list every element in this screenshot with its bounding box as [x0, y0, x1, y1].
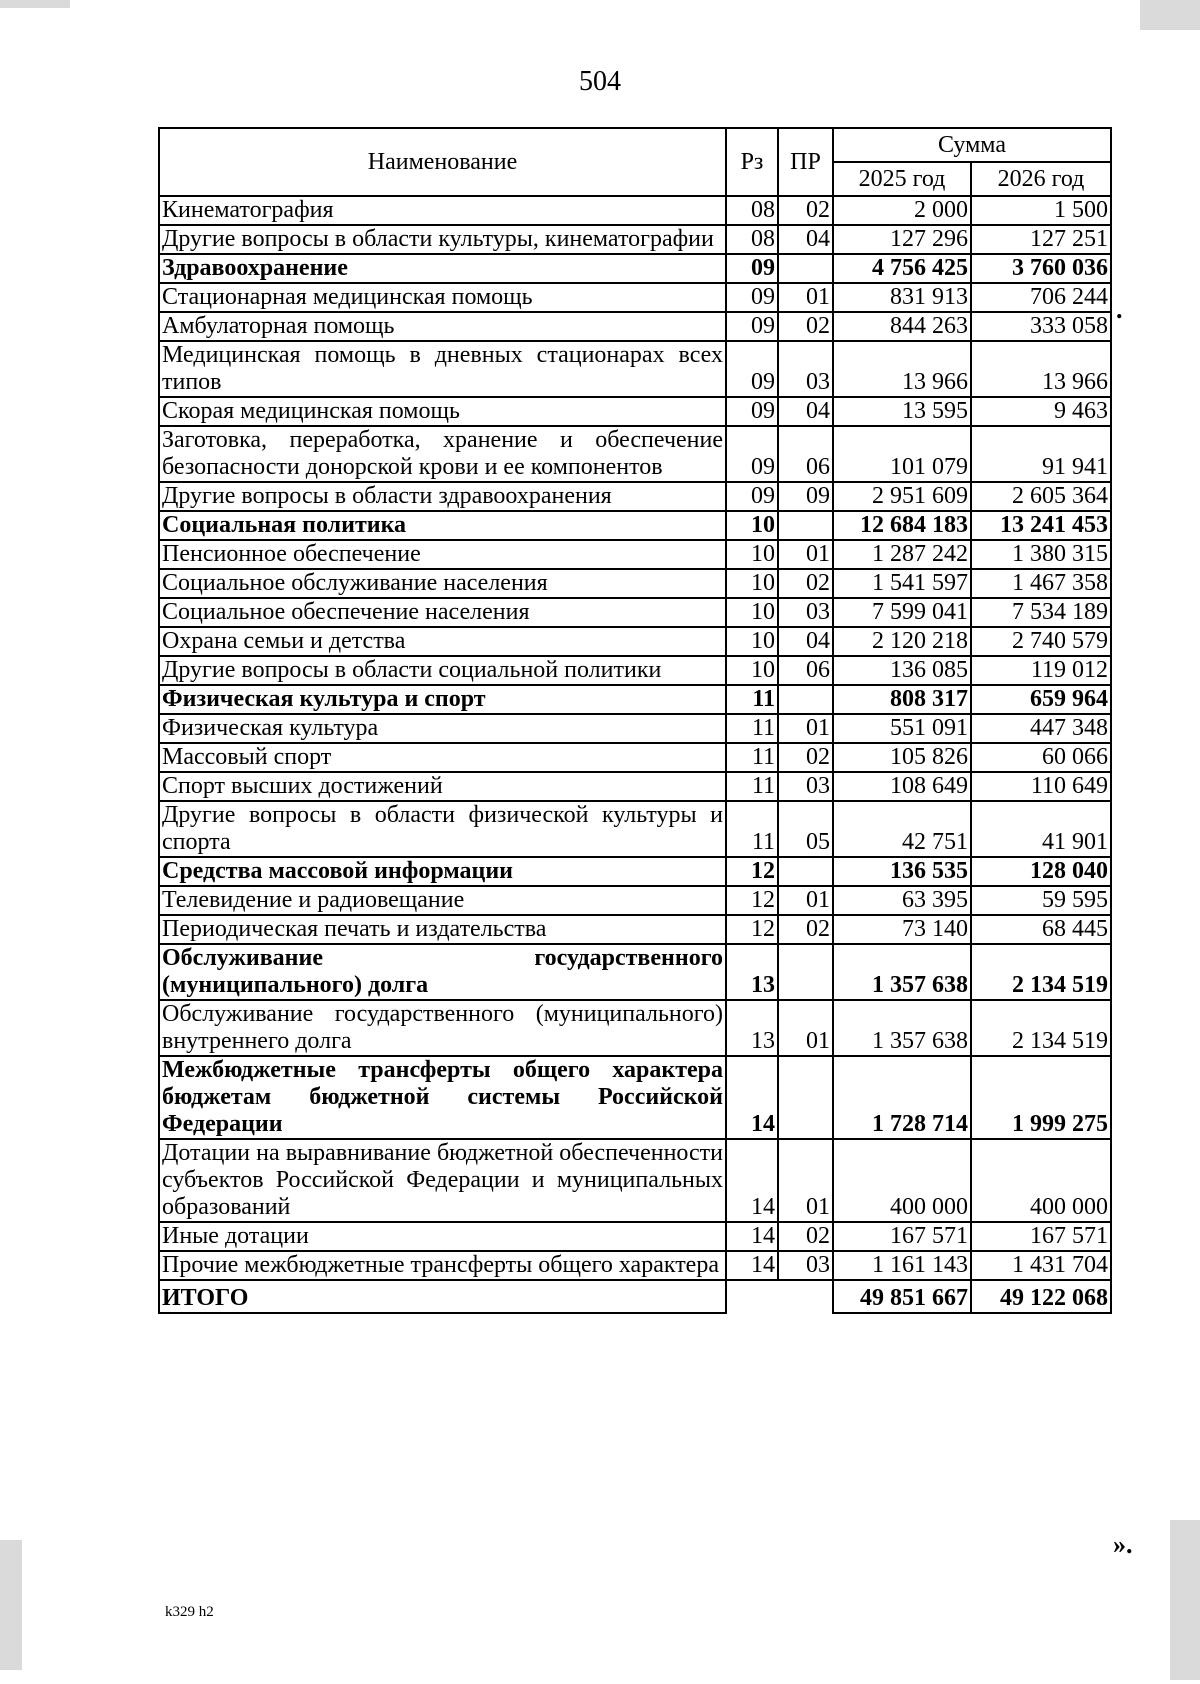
row-2025: 12 684 183 — [833, 511, 971, 540]
table-row — [159, 1222, 1111, 1251]
row-2026: 2 740 579 — [971, 627, 1111, 656]
row-2026: 333 058 — [971, 312, 1111, 341]
row-rz: 10 — [726, 569, 778, 598]
row-name: Физическая культура — [159, 714, 726, 743]
row-2025: 7 599 041 — [833, 598, 971, 627]
row-pr: 01 — [778, 540, 833, 569]
row-pr: 04 — [778, 397, 833, 426]
row-rz: 11 — [726, 685, 778, 714]
footer-code: k329 h2 — [165, 1604, 214, 1620]
row-rz: 14 — [726, 1251, 778, 1280]
row-pr: 09 — [778, 482, 833, 511]
row-2026: 659 964 — [971, 685, 1111, 714]
row-2025: 1 541 597 — [833, 569, 971, 598]
row-name: Заготовка, переработка, хранение и обеспечение безопасности донорской крови и ее компонентов — [159, 426, 726, 482]
row-rz: 09 — [726, 254, 778, 283]
row-rz: 08 — [726, 225, 778, 254]
row-name: Другие вопросы в области культуры, кинематографии — [159, 225, 726, 254]
row-rz: 10 — [726, 627, 778, 656]
closing-quote: ». — [1113, 1530, 1133, 1559]
row-2026: 128 040 — [971, 857, 1111, 886]
table-row — [159, 598, 1111, 627]
row-name: Здравоохранение — [159, 254, 726, 283]
row-pr: 02 — [778, 569, 833, 598]
row-2026: 7 534 189 — [971, 598, 1111, 627]
row-pr — [778, 857, 833, 886]
row-2026: 1 380 315 — [971, 540, 1111, 569]
table-row — [159, 772, 1111, 801]
row-2025: 400 000 — [833, 1139, 971, 1222]
row-pr: 04 — [778, 627, 833, 656]
row-2026: 167 571 — [971, 1222, 1111, 1251]
row-rz: 10 — [726, 598, 778, 627]
row-2026: 13 241 453 — [971, 511, 1111, 540]
table-row — [159, 254, 1111, 283]
margin-mark: . — [1116, 295, 1123, 324]
table-row — [159, 426, 1111, 482]
table-row — [159, 944, 1111, 1000]
row-pr: 01 — [778, 714, 833, 743]
row-name: Массовый спорт — [159, 743, 726, 772]
row-pr: 03 — [778, 341, 833, 397]
row-name: Амбулаторная помощь — [159, 312, 726, 341]
row-rz: 10 — [726, 540, 778, 569]
row-pr: 01 — [778, 1139, 833, 1222]
row-2026: 3 760 036 — [971, 254, 1111, 283]
row-rz: 13 — [726, 944, 778, 1000]
row-2026: 1 500 — [971, 196, 1111, 225]
row-name: Другие вопросы в области физической культуры и спорта — [159, 801, 726, 857]
row-2026: 41 901 — [971, 801, 1111, 857]
row-2025: 808 317 — [833, 685, 971, 714]
table-row — [159, 397, 1111, 426]
row-2025: 136 535 — [833, 857, 971, 886]
row-2025: 1 287 242 — [833, 540, 971, 569]
row-pr — [778, 254, 833, 283]
row-name: Физическая культура и спорт — [159, 685, 726, 714]
row-pr: 02 — [778, 196, 833, 225]
row-pr: 01 — [778, 283, 833, 312]
row-name: Обслуживание государственного (муниципального) внутреннего долга — [159, 1000, 726, 1056]
row-2025: 13 966 — [833, 341, 971, 397]
row-pr: 01 — [778, 1000, 833, 1056]
row-2025: 844 263 — [833, 312, 971, 341]
row-2026: 1 999 275 — [971, 1056, 1111, 1139]
table-row — [159, 743, 1111, 772]
row-pr: 03 — [778, 1251, 833, 1280]
row-name: Охрана семьи и детства — [159, 627, 726, 656]
table-row — [159, 801, 1111, 857]
header-pr: ПР — [778, 128, 833, 196]
row-name: Социальная политика — [159, 511, 726, 540]
table-row — [159, 540, 1111, 569]
table-row — [159, 312, 1111, 341]
table-row — [159, 685, 1111, 714]
table-row — [159, 196, 1111, 225]
row-rz: 09 — [726, 312, 778, 341]
table-body — [159, 196, 1111, 1280]
row-2025: 136 085 — [833, 656, 971, 685]
row-2025: 4 756 425 — [833, 254, 971, 283]
row-2025: 127 296 — [833, 225, 971, 254]
row-rz: 12 — [726, 857, 778, 886]
total-label: ИТОГО — [159, 1280, 726, 1313]
row-name: Медицинская помощь в дневных стационарах всех типов — [159, 341, 726, 397]
row-pr: 03 — [778, 598, 833, 627]
scan-edge-mark — [0, 0, 70, 8]
table-row — [159, 1000, 1111, 1056]
row-rz: 08 — [726, 196, 778, 225]
row-name: Стационарная медицинская помощь — [159, 283, 726, 312]
row-2025: 1 161 143 — [833, 1251, 971, 1280]
row-name: Периодическая печать и издательства — [159, 915, 726, 944]
row-name: Прочие межбюджетные трансферты общего характера — [159, 1251, 726, 1280]
header-name: Наименование — [159, 128, 726, 196]
table-row — [159, 714, 1111, 743]
row-name: Скорая медицинская помощь — [159, 397, 726, 426]
row-pr — [778, 944, 833, 1000]
table-row — [159, 1251, 1111, 1280]
row-name: Обслуживание государственного (муниципального) долга — [159, 944, 726, 1000]
row-2026: 60 066 — [971, 743, 1111, 772]
table-row — [159, 627, 1111, 656]
row-pr: 02 — [778, 312, 833, 341]
table-row — [159, 283, 1111, 312]
row-pr: 06 — [778, 656, 833, 685]
row-rz: 14 — [726, 1222, 778, 1251]
scan-edge-mark — [1170, 1520, 1200, 1680]
row-2026: 2 134 519 — [971, 1000, 1111, 1056]
row-2025: 63 395 — [833, 886, 971, 915]
table-header — [159, 128, 1111, 196]
row-rz: 12 — [726, 915, 778, 944]
row-2025: 1 357 638 — [833, 944, 971, 1000]
row-name: Межбюджетные трансферты общего характера бюджетам бюджетной системы Российской Федерации — [159, 1056, 726, 1139]
row-rz: 12 — [726, 886, 778, 915]
table-row — [159, 857, 1111, 886]
row-2026: 68 445 — [971, 915, 1111, 944]
row-2026: 2 134 519 — [971, 944, 1111, 1000]
table-row — [159, 482, 1111, 511]
row-2026: 1 431 704 — [971, 1251, 1111, 1280]
row-pr: 02 — [778, 1222, 833, 1251]
table-row — [159, 915, 1111, 944]
row-2025: 13 595 — [833, 397, 971, 426]
row-2026: 13 966 — [971, 341, 1111, 397]
row-2025: 551 091 — [833, 714, 971, 743]
row-rz: 09 — [726, 283, 778, 312]
total-blank — [726, 1280, 833, 1313]
row-2025: 1 728 714 — [833, 1056, 971, 1139]
row-pr: 03 — [778, 772, 833, 801]
row-2025: 73 140 — [833, 915, 971, 944]
row-name: Телевидение и радиовещание — [159, 886, 726, 915]
row-2026: 400 000 — [971, 1139, 1111, 1222]
row-pr: 02 — [778, 743, 833, 772]
row-2025: 101 079 — [833, 426, 971, 482]
row-rz: 09 — [726, 341, 778, 397]
row-name: Средства массовой информации — [159, 857, 726, 886]
row-2026: 1 467 358 — [971, 569, 1111, 598]
header-year-2025: 2025 год — [833, 162, 971, 196]
row-2025: 167 571 — [833, 1222, 971, 1251]
row-rz: 10 — [726, 511, 778, 540]
table-row — [159, 511, 1111, 540]
row-pr: 01 — [778, 886, 833, 915]
row-2026: 91 941 — [971, 426, 1111, 482]
row-2025: 105 826 — [833, 743, 971, 772]
header-year-2026: 2026 год — [971, 162, 1111, 196]
row-2026: 447 348 — [971, 714, 1111, 743]
row-rz: 09 — [726, 397, 778, 426]
table-row — [159, 569, 1111, 598]
row-pr: 05 — [778, 801, 833, 857]
row-name: Кинематография — [159, 196, 726, 225]
table-row — [159, 1139, 1111, 1222]
row-name: Пенсионное обеспечение — [159, 540, 726, 569]
scan-edge-mark — [1140, 0, 1200, 30]
row-pr: 04 — [778, 225, 833, 254]
row-2026: 127 251 — [971, 225, 1111, 254]
total-row — [159, 1280, 1111, 1313]
row-2025: 1 357 638 — [833, 1000, 971, 1056]
row-rz: 14 — [726, 1056, 778, 1139]
table-row — [159, 341, 1111, 397]
header-sum: Сумма — [833, 128, 1111, 162]
row-name: Иные дотации — [159, 1222, 726, 1251]
row-rz: 13 — [726, 1000, 778, 1056]
budget-table — [158, 127, 1112, 1314]
scan-edge-mark — [0, 1540, 22, 1670]
row-name: Другие вопросы в области здравоохранения — [159, 482, 726, 511]
row-name: Социальное обеспечение населения — [159, 598, 726, 627]
row-name: Дотации на выравнивание бюджетной обеспеченности субъектов Российской Федерации и муниципальных образований — [159, 1139, 726, 1222]
row-2026: 9 463 — [971, 397, 1111, 426]
row-pr: 06 — [778, 426, 833, 482]
row-name: Социальное обслуживание населения — [159, 569, 726, 598]
total-2026: 49 122 068 — [971, 1280, 1111, 1313]
row-pr — [778, 511, 833, 540]
row-2025: 831 913 — [833, 283, 971, 312]
row-rz: 11 — [726, 743, 778, 772]
row-2025: 108 649 — [833, 772, 971, 801]
row-2026: 119 012 — [971, 656, 1111, 685]
row-name: Спорт высших достижений — [159, 772, 726, 801]
table-row — [159, 656, 1111, 685]
row-rz: 11 — [726, 772, 778, 801]
row-pr: 02 — [778, 915, 833, 944]
row-2025: 2 120 218 — [833, 627, 971, 656]
row-pr — [778, 1056, 833, 1139]
row-2025: 42 751 — [833, 801, 971, 857]
row-rz: 09 — [726, 482, 778, 511]
total-2025: 49 851 667 — [833, 1280, 971, 1313]
table-row — [159, 1056, 1111, 1139]
row-pr — [778, 685, 833, 714]
row-2026: 59 595 — [971, 886, 1111, 915]
table-row — [159, 886, 1111, 915]
row-2025: 2 951 609 — [833, 482, 971, 511]
row-2026: 2 605 364 — [971, 482, 1111, 511]
row-2026: 706 244 — [971, 283, 1111, 312]
header-rz: Рз — [726, 128, 778, 196]
table-row — [159, 225, 1111, 254]
row-rz: 11 — [726, 801, 778, 857]
row-name: Другие вопросы в области социальной политики — [159, 656, 726, 685]
row-rz: 14 — [726, 1139, 778, 1222]
row-rz: 11 — [726, 714, 778, 743]
page-number: 504 — [579, 66, 621, 97]
row-2026: 110 649 — [971, 772, 1111, 801]
row-2025: 2 000 — [833, 196, 971, 225]
row-rz: 10 — [726, 656, 778, 685]
row-rz: 09 — [726, 426, 778, 482]
